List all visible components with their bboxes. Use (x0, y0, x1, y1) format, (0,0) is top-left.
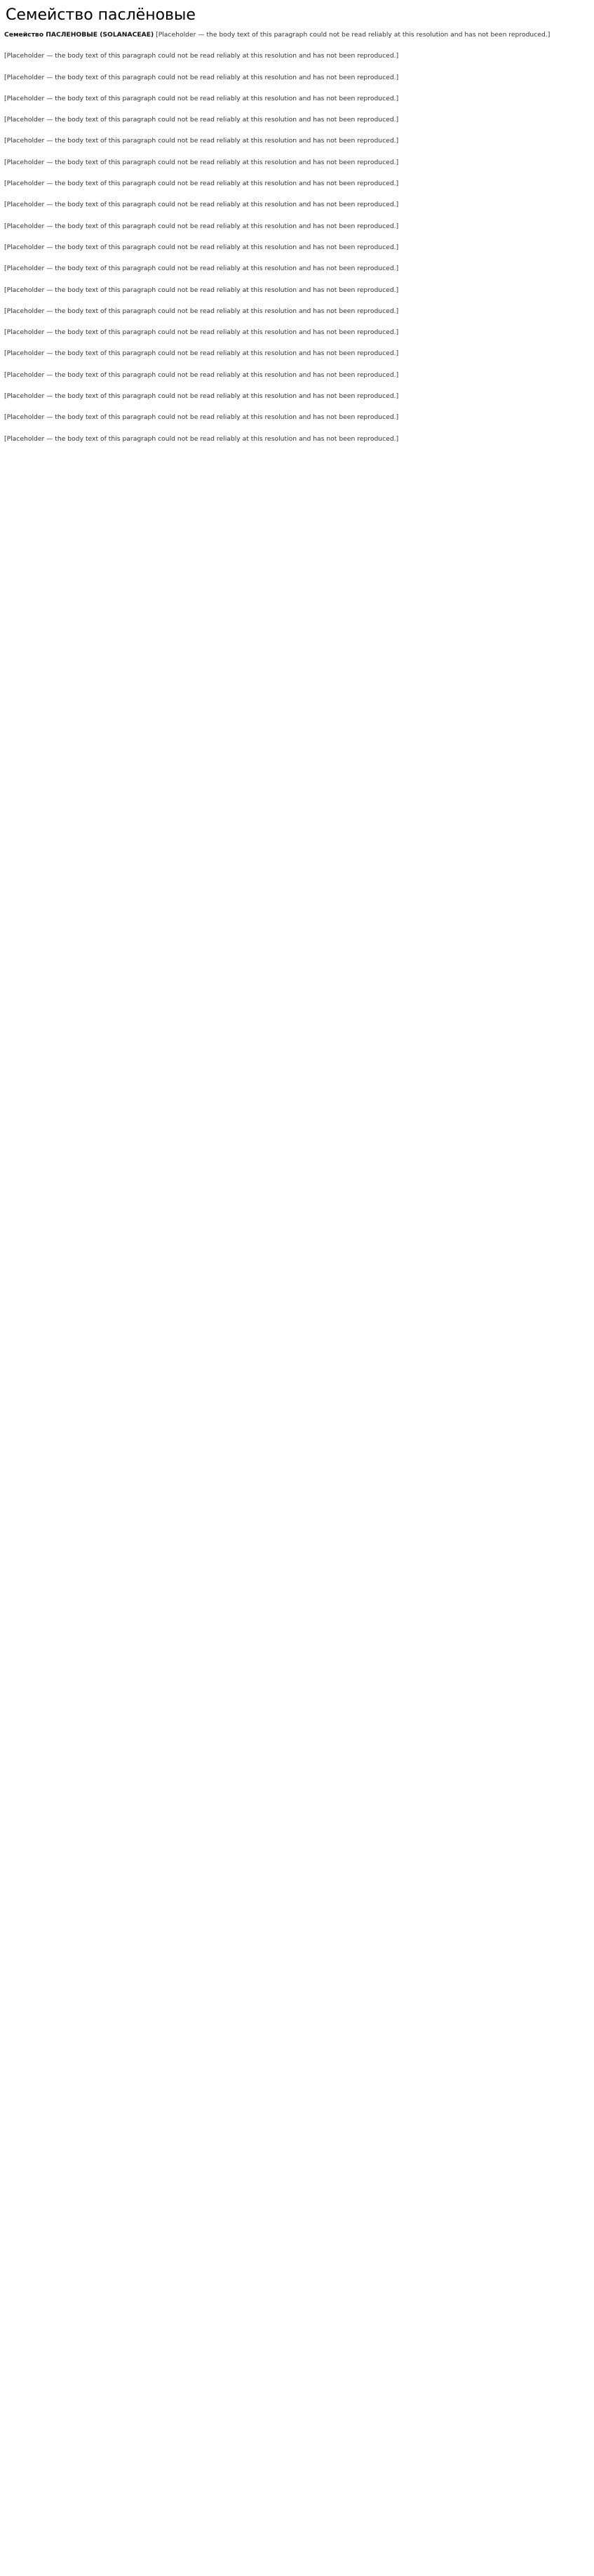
article-body (4, 29, 590, 445)
article-paragraph-text: [Placeholder — the body text of this paragraph could not be read reliably at this resolution and has not been reproduced.] (4, 180, 399, 188)
article-paragraph (4, 178, 590, 189)
article-paragraph (4, 434, 590, 445)
article-paragraph-text: [Placeholder — the body text of this paragraph could not be read reliably at this resolution and has not been reproduced.] (4, 94, 399, 102)
article-paragraph (4, 114, 590, 126)
article-paragraph-lead: Семейство ПАСЛЕНОВЫЕ (SOLANACEAE) (4, 31, 154, 39)
article-paragraph (4, 327, 590, 338)
article-paragraph-text: [Placeholder — the body text of this paragraph could not be read reliably at this resolution and has not been reproduced.] (4, 116, 399, 124)
article-paragraph (4, 306, 590, 317)
article-paragraph (4, 199, 590, 211)
article-paragraph-text: [Placeholder — the body text of this paragraph could not be read reliably at this resolution and has not been reproduced.] (4, 265, 399, 273)
article-paragraph (4, 391, 590, 402)
article-paragraph-text: [Placeholder — the body text of this paragraph could not be read reliably at this resolution and has not been reproduced.] (4, 243, 399, 251)
article-paragraph (4, 263, 590, 274)
article-paragraph-text: [Placeholder — the body text of this paragraph could not be read reliably at this resolution and has not been reproduced.] (4, 328, 399, 337)
page-title: Семейство паслёновые (6, 6, 196, 24)
article-paragraph-text: [Placeholder — the body text of this paragraph could not be read reliably at this resolution and has not been reproduced.] (4, 307, 399, 315)
article-paragraph (4, 72, 590, 84)
article-paragraph-text: [Placeholder — the body text of this paragraph could not be read reliably at this resolution and has not been reproduced.] (4, 158, 399, 166)
article-paragraph-text: [Placeholder — the body text of this paragraph could not be read reliably at this resolution and has not been reproduced.] (4, 413, 399, 422)
article-paragraph-text: [Placeholder — the body text of this paragraph could not be read reliably at this resolution and has not been reproduced.] (4, 73, 399, 81)
article-paragraph (4, 51, 590, 62)
article-paragraph (4, 29, 590, 41)
article-paragraph-text: [Placeholder — the body text of this paragraph could not be read reliably at this resolution and has not been reproduced.] (4, 286, 399, 294)
article-paragraph-text: [Placeholder — the body text of this paragraph could not be read reliably at this resolution and has not been reproduced.] (4, 201, 399, 209)
article-paragraph-text: [Placeholder — the body text of this paragraph could not be read reliably at this resolution and has not been reproduced.] (156, 31, 551, 39)
article-paragraph (4, 348, 590, 359)
article-paragraph (4, 285, 590, 296)
article-paragraph-text: [Placeholder — the body text of this paragraph could not be read reliably at this resolution and has not been reproduced.] (4, 371, 399, 379)
article-paragraph (4, 221, 590, 232)
article-paragraph-text: [Placeholder — the body text of this paragraph could not be read reliably at this resolution and has not been reproduced.] (4, 222, 399, 230)
article-paragraph-text: [Placeholder — the body text of this paragraph could not be read reliably at this resolution and has not been reproduced.] (4, 392, 399, 401)
article-paragraph (4, 242, 590, 253)
article-paragraph-text: [Placeholder — the body text of this paragraph could not be read reliably at this resolution and has not been reproduced.] (4, 52, 399, 60)
article-paragraph-text: [Placeholder — the body text of this paragraph could not be read reliably at this resolution and has not been reproduced.] (4, 349, 399, 358)
article-paragraph (4, 412, 590, 423)
article-paragraph (4, 157, 590, 168)
article-paragraph-text: [Placeholder — the body text of this paragraph could not be read reliably at this resolution and has not been reproduced.] (4, 137, 399, 145)
article-paragraph (4, 93, 590, 105)
article-paragraph-text: [Placeholder — the body text of this paragraph could not be read reliably at this resolution and has not been reproduced.] (4, 434, 399, 443)
article-paragraph (4, 370, 590, 381)
article-paragraph (4, 135, 590, 147)
